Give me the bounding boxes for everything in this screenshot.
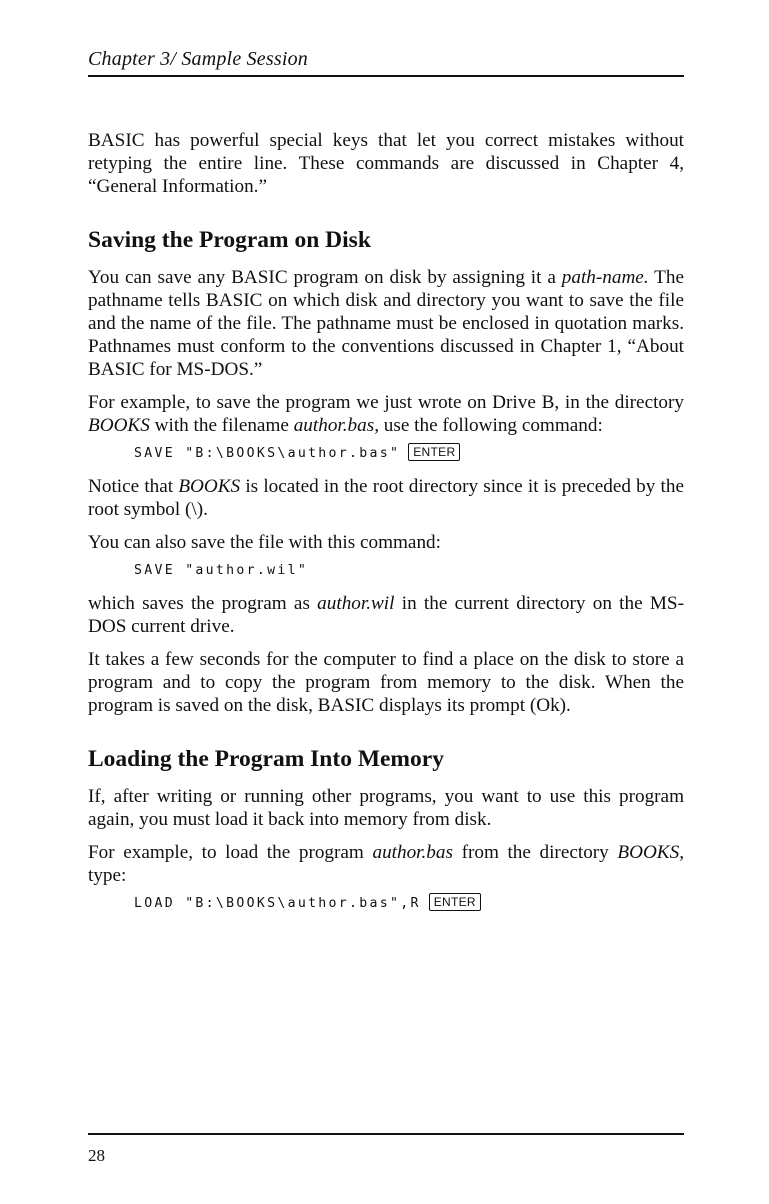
saving-paragraph-1: You can save any BASIC program on disk by assigning it a path-name. The pathname tells BASIC on which disk and directory you want to save the file and the name of the file. The pathname must be enclosed in quotation marks. Pathnames must conform to the conventions discussed in Chapter 1, “About BASIC for MS-DOS.” [88,267,684,380]
filename: author.bas, [293,415,379,436]
saving-paragraph-3: Notice that BOOKS is located in the root directory since it is preceded by the root symbol (\). [88,476,684,520]
directory-name: BOOKS [88,415,150,436]
directory-name: BOOKS [178,476,241,497]
saving-paragraph-5: which saves the program as author.wil in the current directory on the MS-DOS current drive. [88,593,684,637]
saving-paragraph-2: For example, to save the program we just wrote on Drive B, in the directory BOOKS with the filename author.bas, use the following command: [88,392,684,436]
section-heading-saving: Saving the Program on Disk [88,227,371,253]
filename: author.bas [372,842,453,863]
code-save-wil-command: SAVE "author.wil" [134,563,309,578]
section-heading-loading: Loading the Program Into Memory [88,746,444,772]
filename: author.wil [317,593,395,614]
page-number: 28 [88,1146,105,1165]
enter-key-icon: ENTER [429,893,481,911]
enter-key-icon: ENTER [408,443,460,461]
saving-paragraph-6: It takes a few seconds for the computer to find a place on the disk to store a program and to copy the program from memory to the disk. When the program is saved on the disk, BASIC displays its prompt (Ok). [88,649,684,716]
page-body [88,129,684,925]
directory-name: BOOKS, [617,842,684,863]
code-load-command: LOAD "B:\BOOKS\author.bas",R ENTER [134,893,684,915]
saving-paragraph-4: You can also save the file with this command: [88,532,441,553]
header-rule [88,75,684,77]
loading-paragraph-1: If, after writing or running other programs, you want to use this program again, you must load it back into memory from disk. [88,786,684,830]
running-head: Chapter 3/ Sample Session [88,48,308,70]
intro-paragraph: BASIC has powerful special keys that let you correct mistakes without retyping the entire line. These commands are discussed in Chapter 4, “General Information.” [88,130,684,197]
loading-paragraph-2: For example, to load the program author.bas from the directory BOOKS, type: [88,842,684,886]
footer-rule [88,1133,684,1135]
code-save-command: SAVE "B:\BOOKS\author.bas" ENTER [134,443,684,465]
term-pathname: path-name. [561,267,649,288]
